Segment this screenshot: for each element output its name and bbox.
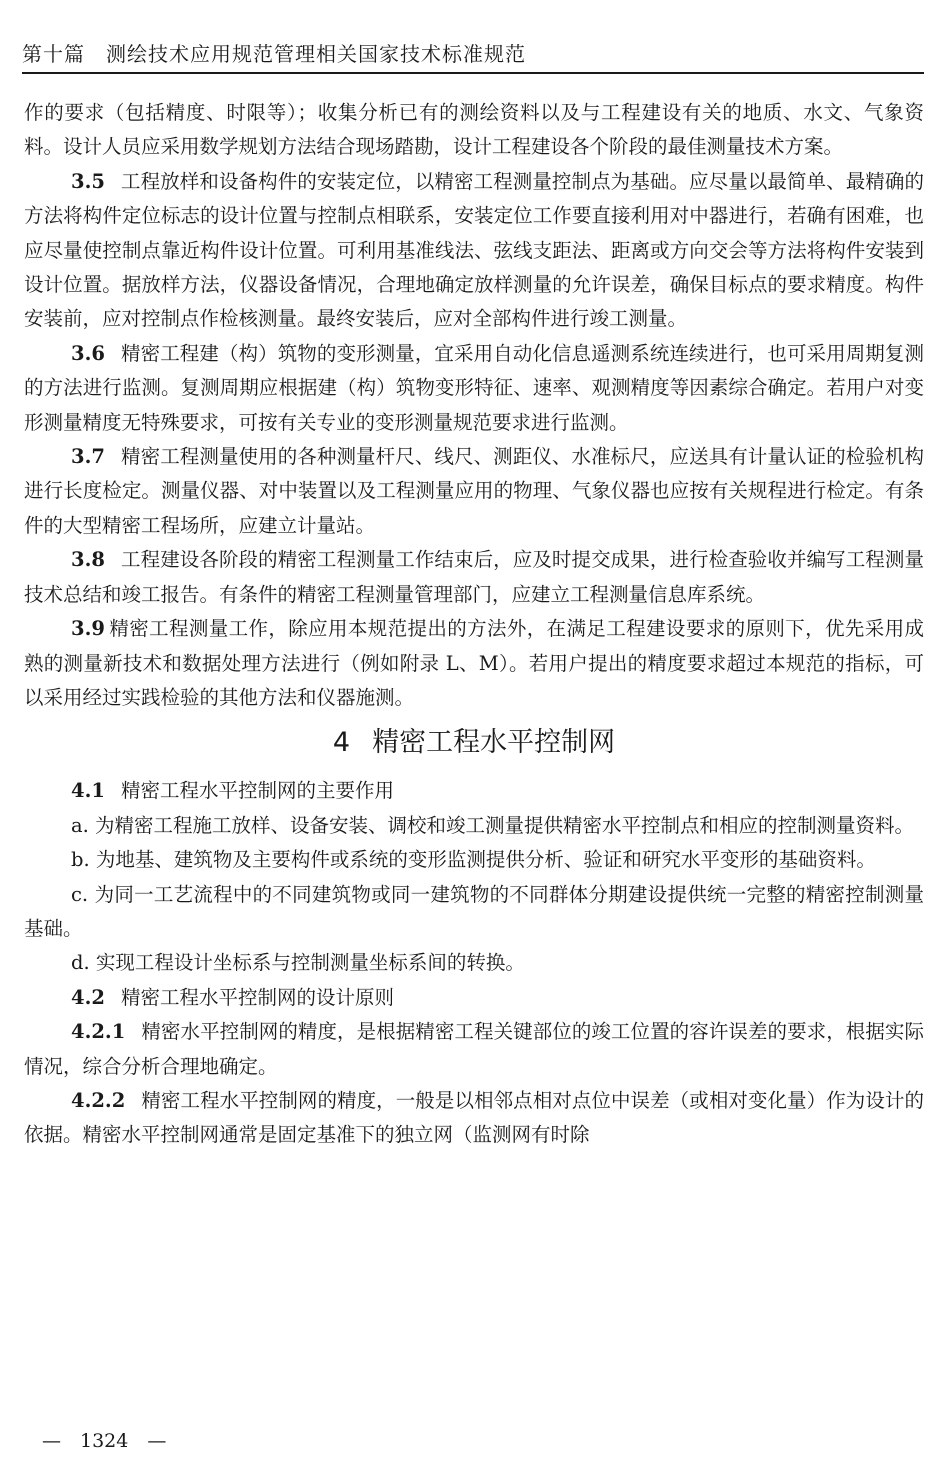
- page-body: [24, 96, 924, 1153]
- clause-4-2-1: [24, 1015, 924, 1084]
- clause-number: 4.2.1: [71, 1020, 126, 1044]
- clause-text: 精密工程测量工作，除应用本规范提出的方法外，在满足工程建设要求的原则下，优先采用成熟的测量新技术和数据处理方法进行（例如附录 L、M）。若用户提出的精度要求超过本规范的指标，可以采用经过实践检验的其他方法和仪器施测。: [24, 617, 924, 709]
- page-number: [42, 1428, 166, 1454]
- clause-number: 3.8: [71, 548, 105, 572]
- clause-text: 工程放样和设备构件的安装定位，以精密工程测量控制点为基础。应尽量以最简单、最精确的方法将构件定位标志的设计位置与控制点相联系，安装定位工作要直接利用对中器进行，若确有困难，也应尽量使控制点靠近构件设计位置。可利用基准线法、弦线支距法、距离或方向交会等方法将构件安装到设计位置。据放样方法，仪器设备情况，合理地确定放样测量的允许误差，确保目标点的要求精度。构件安装前，应对控制点作检核测量。最终安装后，应对全部构件进行竣工测量。: [24, 169, 924, 331]
- list-item-a: a. 为精密工程施工放样、设备安装、调校和竣工测量提供精密水平控制点和相应的控制测量资料。: [71, 813, 915, 837]
- page-number-text: — 1324 —: [42, 1430, 167, 1452]
- list-item-c: c. 为同一工艺流程中的不同建筑物或同一建筑物的不同群体分期建设提供统一完整的精密控制测量基础。: [24, 882, 924, 940]
- clause-text: 精密工程水平控制网的精度，一般是以相邻点相对点位中误差（或相对变化量）作为设计的依据。精密水平控制网通常是固定基准下的独立网（监测网有时除: [24, 1088, 924, 1147]
- clause-4-2-2: [24, 1084, 924, 1153]
- clause-number: 3.9: [71, 617, 105, 641]
- chapter-title: 精密工程水平控制网: [372, 727, 616, 759]
- clause-3-7: [24, 440, 924, 543]
- chapter-number: 4: [332, 727, 351, 759]
- list-item-b: b. 为地基、建筑物及主要构件或系统的变形监测提供分析、验证和研究水平变形的基础资料。: [71, 848, 876, 872]
- clause-3-8: [24, 543, 924, 612]
- clause-number: 3.6: [71, 341, 105, 365]
- clause-number: 3.7: [71, 445, 105, 469]
- clause-text: 工程建设各阶段的精密工程测量工作结束后，应及时提交成果，进行检查验收并编写工程测量技术总结和竣工报告。有条件的精密工程测量管理部门，应建立工程测量信息库系统。: [24, 548, 924, 606]
- intro-paragraph: 作的要求（包括精度、时限等）；收集分析已有的测绘资料以及与工程建设有关的地质、水文、气象资料。设计人员应采用数学规划方法结合现场踏勘，设计工程建设各个阶段的最佳测量技术方案。: [24, 101, 924, 159]
- section-4-1-heading: [24, 774, 924, 808]
- clause-3-5: [24, 165, 924, 337]
- clause-number: 3.5: [71, 169, 105, 193]
- section-number: 4.2: [71, 985, 105, 1009]
- section-4-2-heading: [24, 981, 924, 1015]
- clause-text: 精密工程测量使用的各种测量杆尺、线尺、测距仪、水准标尺，应送具有计量认证的检验机构进行长度检定。测量仪器、对中装置以及工程测量应用的物理、气象仪器也应按有关规程进行检定。有条件的大型精密工程场所，应建立计量站。: [24, 445, 924, 537]
- chapter-heading: [24, 723, 924, 763]
- header-title: 第十篇 测绘技术应用规范管理相关国家技术标准规范: [22, 42, 526, 66]
- clause-text: 精密水平控制网的精度，是根据精密工程关键部位的竣工位置的容许误差的要求，根据实际情况，综合分析合理地确定。: [24, 1020, 924, 1078]
- clause-3-6: [24, 337, 924, 440]
- running-header: [22, 40, 924, 74]
- clause-text: 精密工程建（构）筑物的变形测量，宜采用自动化信息遥测系统连续进行，也可采用周期复测的方法进行监测。复测周期应根据建（构）筑物变形特征、速率、观测精度等因素综合确定。若用户对变形测量精度无特殊要求，可按有关专业的变形测量规范要求进行监测。: [24, 341, 924, 434]
- section-title: 精密工程水平控制网的主要作用: [120, 779, 394, 803]
- list-item-d: d. 实现工程设计坐标系与控制测量坐标系间的转换。: [71, 951, 525, 975]
- clause-number: 4.2.2: [71, 1088, 126, 1112]
- section-title: 精密工程水平控制网的设计原则: [120, 985, 394, 1009]
- clause-3-9: [24, 612, 924, 715]
- section-number: 4.1: [71, 779, 105, 803]
